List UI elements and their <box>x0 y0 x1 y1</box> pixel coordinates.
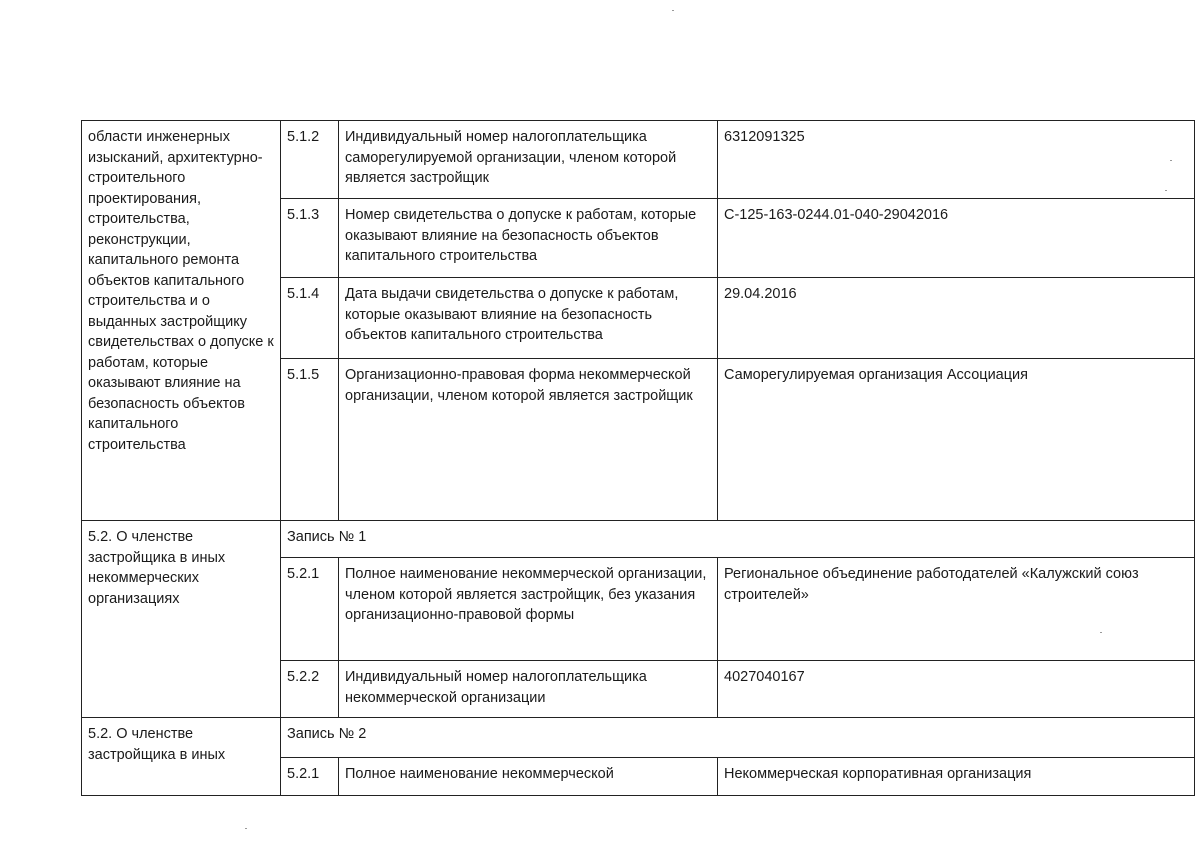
row-number: 5.1.4 <box>281 278 339 359</box>
table-row <box>82 718 1195 758</box>
section-5-1-label: области инженерных изысканий, архитектурно-строительного проектирования, строительства, реконструкции, капитального ремонта объектов капитального строительства и о выданных застройщику свидетельствах о допуске к работам, которые оказывают влияние на безопасность объектов капитального строительства <box>82 121 281 521</box>
row-number: 5.2.1 <box>281 758 339 796</box>
field-value: Саморегулируемая организация Ассоциация <box>718 359 1195 521</box>
table-row <box>82 121 1195 199</box>
row-number: 5.2.2 <box>281 661 339 718</box>
field-name: Полное наименование некоммерческой организации, членом которой является застройщик, без указания организационно-правовой формы <box>339 558 718 661</box>
field-name: Дата выдачи свидетельства о допуске к работам, которые оказывают влияние на безопасность объектов капитального строительства <box>339 278 718 359</box>
field-value: 4027040167 <box>718 661 1195 718</box>
developer-info-table <box>81 120 1195 796</box>
row-number: 5.1.3 <box>281 199 339 278</box>
field-value: 6312091325 <box>718 121 1195 199</box>
section-5-2-label: 5.2. О членстве застройщика в иных некоммерческих организациях <box>82 521 281 718</box>
field-value: С-125-163-0244.01-040-29042016 <box>718 199 1195 278</box>
table-row <box>82 521 1195 558</box>
record-header: Запись № 2 <box>281 718 1195 758</box>
row-number: 5.2.1 <box>281 558 339 661</box>
scan-speck <box>672 10 674 11</box>
record-header: Запись № 1 <box>281 521 1195 558</box>
scan-speck <box>245 828 247 829</box>
field-name: Организационно-правовая форма некоммерческой организации, членом которой является застройщик <box>339 359 718 521</box>
field-value: Некоммерческая корпоративная организация <box>718 758 1195 796</box>
field-name: Индивидуальный номер налогоплательщика саморегулируемой организации, членом которой является застройщик <box>339 121 718 199</box>
field-name: Индивидуальный номер налогоплательщика некоммерческой организации <box>339 661 718 718</box>
section-5-2-label: 5.2. О членстве застройщика в иных <box>82 718 281 796</box>
field-value: 29.04.2016 <box>718 278 1195 359</box>
row-number: 5.1.5 <box>281 359 339 521</box>
field-name: Номер свидетельства о допуске к работам, которые оказывают влияние на безопасность объектов капитального строительства <box>339 199 718 278</box>
row-number: 5.1.2 <box>281 121 339 199</box>
field-name: Полное наименование некоммерческой <box>339 758 718 796</box>
field-value: Региональное объединение работодателей «Калужский союз строителей» <box>718 558 1195 661</box>
